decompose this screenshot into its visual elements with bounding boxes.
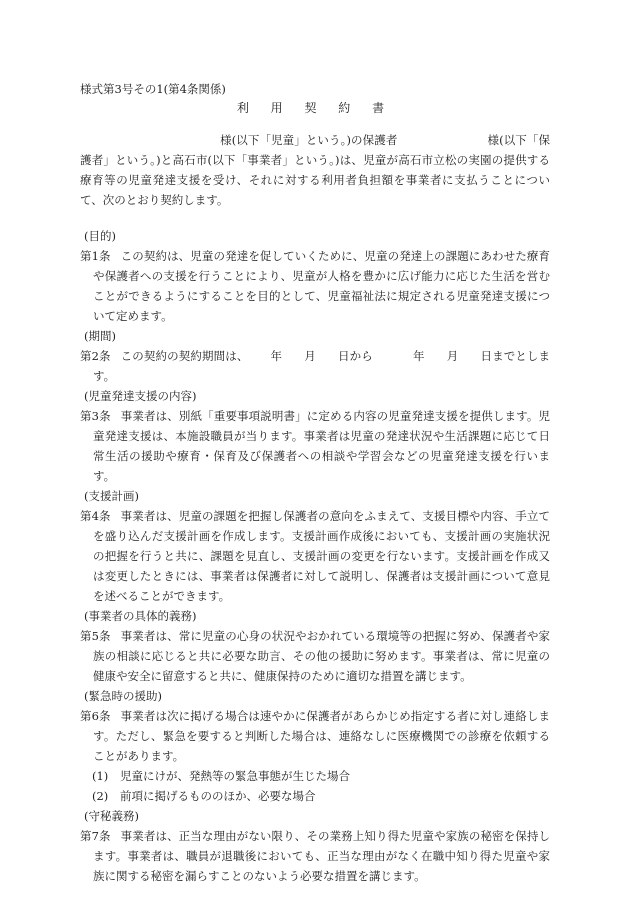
article-6 — [80, 706, 550, 766]
article-4 — [80, 506, 550, 606]
document-title: 利 用 契 約 書 — [236, 101, 394, 115]
start-day-label: 日から — [337, 349, 373, 363]
start-month-label: 月 — [304, 349, 316, 363]
end-year-label: 年 — [412, 349, 425, 363]
item-1-number: (1) — [92, 769, 109, 783]
article-7 — [80, 826, 550, 886]
article-2-lead: この契約の契約期間は、 — [120, 349, 249, 363]
article-2-heading: (期間) — [84, 329, 116, 343]
intro-part-2: 様(以下「保護者」という。)と高石市(以下「事業者」という。)は、児童が高石市立松の実園の提供する療育等の児童発達支援を受け、それに対する利用者負担額を事業者に支払うことについて、次のとおり契約します。 — [80, 133, 550, 207]
end-month-label: 月 — [446, 349, 459, 363]
article-1-number: 第1条 — [80, 249, 111, 263]
item-2-number: (2) — [92, 789, 109, 803]
article-3-text: 事業者は、別紙「重要事項説明書」に定める内容の児童発達支援を提供します。児童発達支援は、本施設職員が当ります。事業者は児童の発達状況や生活課題に応じて日常生活の援助や療育・保育及び保護者への相談や学習会などの児童発達支援を行います。 — [93, 409, 550, 483]
article-1-heading: (目的) — [84, 229, 116, 243]
article-3-heading: (児童発達支援の内容) — [84, 389, 197, 403]
item-1-text: 児童にけが、発熱等の緊急事態が生じた場合 — [120, 769, 350, 783]
end-day-label: 日までとします。 — [93, 349, 551, 383]
article-6-heading: (緊急時の援助) — [84, 689, 162, 703]
start-year-label: 年 — [270, 349, 283, 363]
article-6-item-1 — [80, 766, 550, 786]
article-2 — [80, 346, 550, 386]
article-5 — [80, 626, 550, 686]
article-5-text: 事業者は、常に児童の心身の状況やおかれている環境等の把握に努め、保護者や家族の相談に応じると共に必要な助言、その他の援助に努めます。事業者は、常に児童の健康や安全に留意すると共に、健康保持のために適切な措置を講じます。 — [93, 629, 550, 683]
article-1 — [80, 246, 550, 326]
article-7-text: 事業者は、正当な理由がない限り、その業務上知り得た児童や家族の秘密を保持します。事業者は、職員が退職後においても、正当な理由がなく在職中知り得た児童や家族に関する秘密を漏らすことのないよう必要な措置を講じます。 — [93, 829, 550, 883]
article-7-number: 第7条 — [80, 829, 111, 843]
article-6-item-2 — [80, 786, 550, 806]
article-4-number: 第4条 — [80, 509, 111, 523]
article-3-number: 第3条 — [80, 409, 111, 423]
article-2-number: 第2条 — [80, 349, 111, 363]
article-5-heading: (事業者の具体的義務) — [84, 609, 197, 623]
article-3 — [80, 406, 550, 486]
article-1-text: この契約は、児童の発達を促していくために、児童の発達上の課題にあわせた療育や保護者への支援を行うことにより、児童が人格を豊かに広げ能力に応じた生活を営むことができるようにすることを目的として、児童福祉法に規定される児童発達支援について定めます。 — [93, 249, 550, 323]
item-2-text: 前項に掲げるもののほか、必要な場合 — [120, 789, 316, 803]
article-4-heading: (支援計画) — [84, 489, 139, 503]
article-7-heading: (守秘義務) — [84, 809, 139, 823]
article-6-number: 第6条 — [80, 709, 111, 723]
article-5-number: 第5条 — [80, 629, 111, 643]
form-id: 様式第3号その1(第4条関係) — [80, 82, 226, 96]
article-6-text: 事業者は次に掲げる場合は速やかに保護者があらかじめ指定する者に対し連絡します。ただし、緊急を要すると判断した場合は、連絡なしに医療機関での診療を依頼することがあります。 — [93, 709, 550, 763]
article-4-text: 事業者は、児童の課題を把握し保護者の意向をふまえて、支援目標や内容、手立てを盛り込んだ支援計画を作成します。支援計画作成後においても、支援計画の実施状況の把握を行うと共に、課題を見直し、支援計画の変更を行ないます。支援計画を作成又は変更したときには、事業者は保護者に対して説明し、保護者は支援計画について意見を述べることができます。 — [93, 509, 550, 603]
intro-paragraph — [80, 130, 550, 210]
intro-part-1: 様(以下「児童」という。)の保護者 — [220, 133, 398, 147]
